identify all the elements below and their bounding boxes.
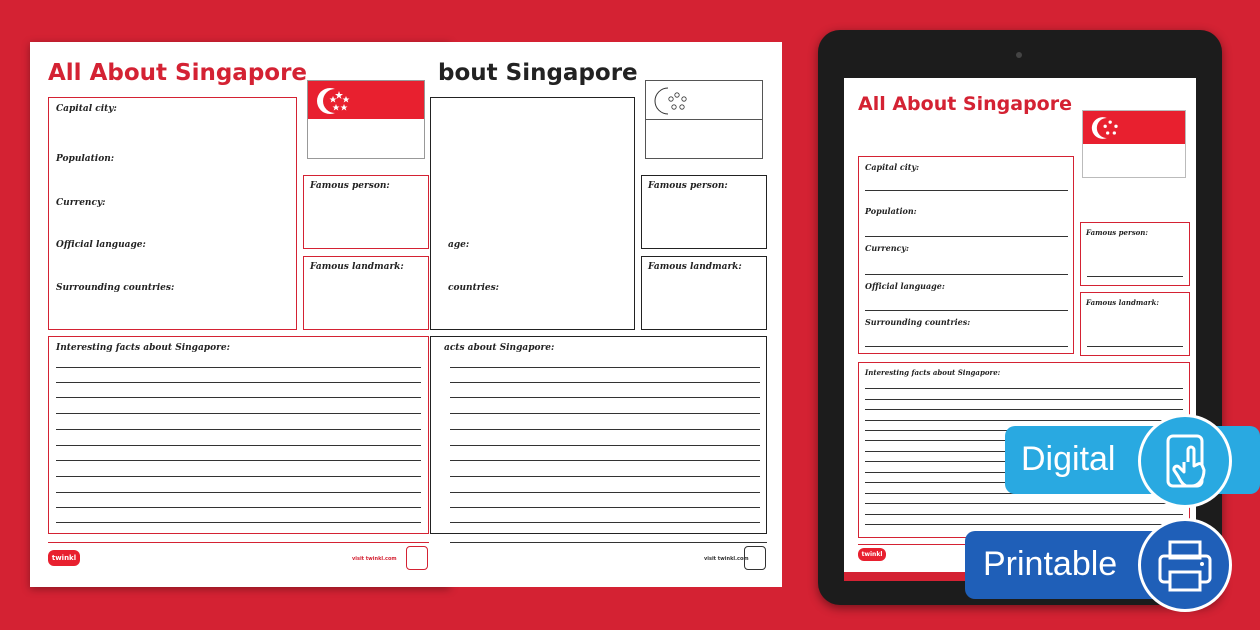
bw-worksheet-title: bout Singapore <box>438 60 638 86</box>
tablet-capital-city-label: Capital city: <box>865 162 920 172</box>
twinkl-logo: twinkl <box>48 550 80 566</box>
bw-surrounding-countries-label: countries: <box>448 283 500 293</box>
bw-famous-person-label: Famous person: <box>648 181 728 191</box>
tablet-famous-person-label: Famous person: <box>1086 228 1148 237</box>
tablet-touch-icon <box>1138 414 1232 508</box>
surrounding-countries-label: Surrounding countries: <box>56 283 175 293</box>
bw-worksheet <box>438 42 782 587</box>
interesting-facts-label: Interesting facts about Singapore: <box>56 343 230 353</box>
famous-person-label: Famous person: <box>310 181 390 191</box>
crescent-stars-icon <box>314 83 354 119</box>
color-worksheet <box>30 42 450 587</box>
country-facts-box <box>48 97 297 330</box>
website-text: visit twinkl.com <box>352 556 397 562</box>
tablet-official-language-label: Official language: <box>865 281 945 291</box>
bw-quality-stamp-icon <box>744 546 766 570</box>
bw-interesting-facts-label: acts about Singapore: <box>444 343 555 353</box>
tablet-surrounding-countries-label: Surrounding countries: <box>865 317 971 327</box>
digital-label: Digital <box>1021 440 1116 478</box>
quality-stamp-icon <box>406 546 428 570</box>
bw-singapore-flag <box>645 80 763 159</box>
tablet-currency-label: Currency: <box>865 243 909 253</box>
bw-famous-landmark-label: Famous landmark: <box>648 262 742 272</box>
tablet-famous-landmark-label: Famous landmark: <box>1086 298 1159 307</box>
printable-label: Printable <box>983 545 1118 583</box>
tablet-worksheet-title: All About Singapore <box>858 93 1072 115</box>
tablet-twinkl-logo: twinkl <box>858 548 886 561</box>
tablet-population-label: Population: <box>865 206 917 216</box>
bw-country-facts-box <box>430 97 635 330</box>
printer-icon <box>1138 518 1232 612</box>
bw-interesting-facts-box <box>430 336 767 534</box>
currency-label: Currency: <box>56 198 106 208</box>
bw-official-language-label: age: <box>448 240 470 250</box>
worksheet-title: All About Singapore <box>48 60 308 86</box>
singapore-flag <box>307 80 425 159</box>
digital-icon-circle <box>1138 414 1232 508</box>
interesting-facts-box <box>48 336 429 534</box>
tablet-singapore-flag <box>1082 110 1186 178</box>
capital-city-label: Capital city: <box>56 104 117 114</box>
population-label: Population: <box>56 154 115 164</box>
printable-icon-circle <box>1138 518 1232 612</box>
camera-icon <box>1016 52 1022 58</box>
tablet-crescent-stars-icon <box>1089 113 1123 143</box>
tablet-interesting-facts-label: Interesting facts about Singapore: <box>865 368 1001 377</box>
official-language-label: Official language: <box>56 240 146 250</box>
bw-website-text: visit twinkl.com <box>704 556 749 562</box>
famous-landmark-label: Famous landmark: <box>310 262 404 272</box>
bw-crescent-stars-icon <box>652 83 692 119</box>
